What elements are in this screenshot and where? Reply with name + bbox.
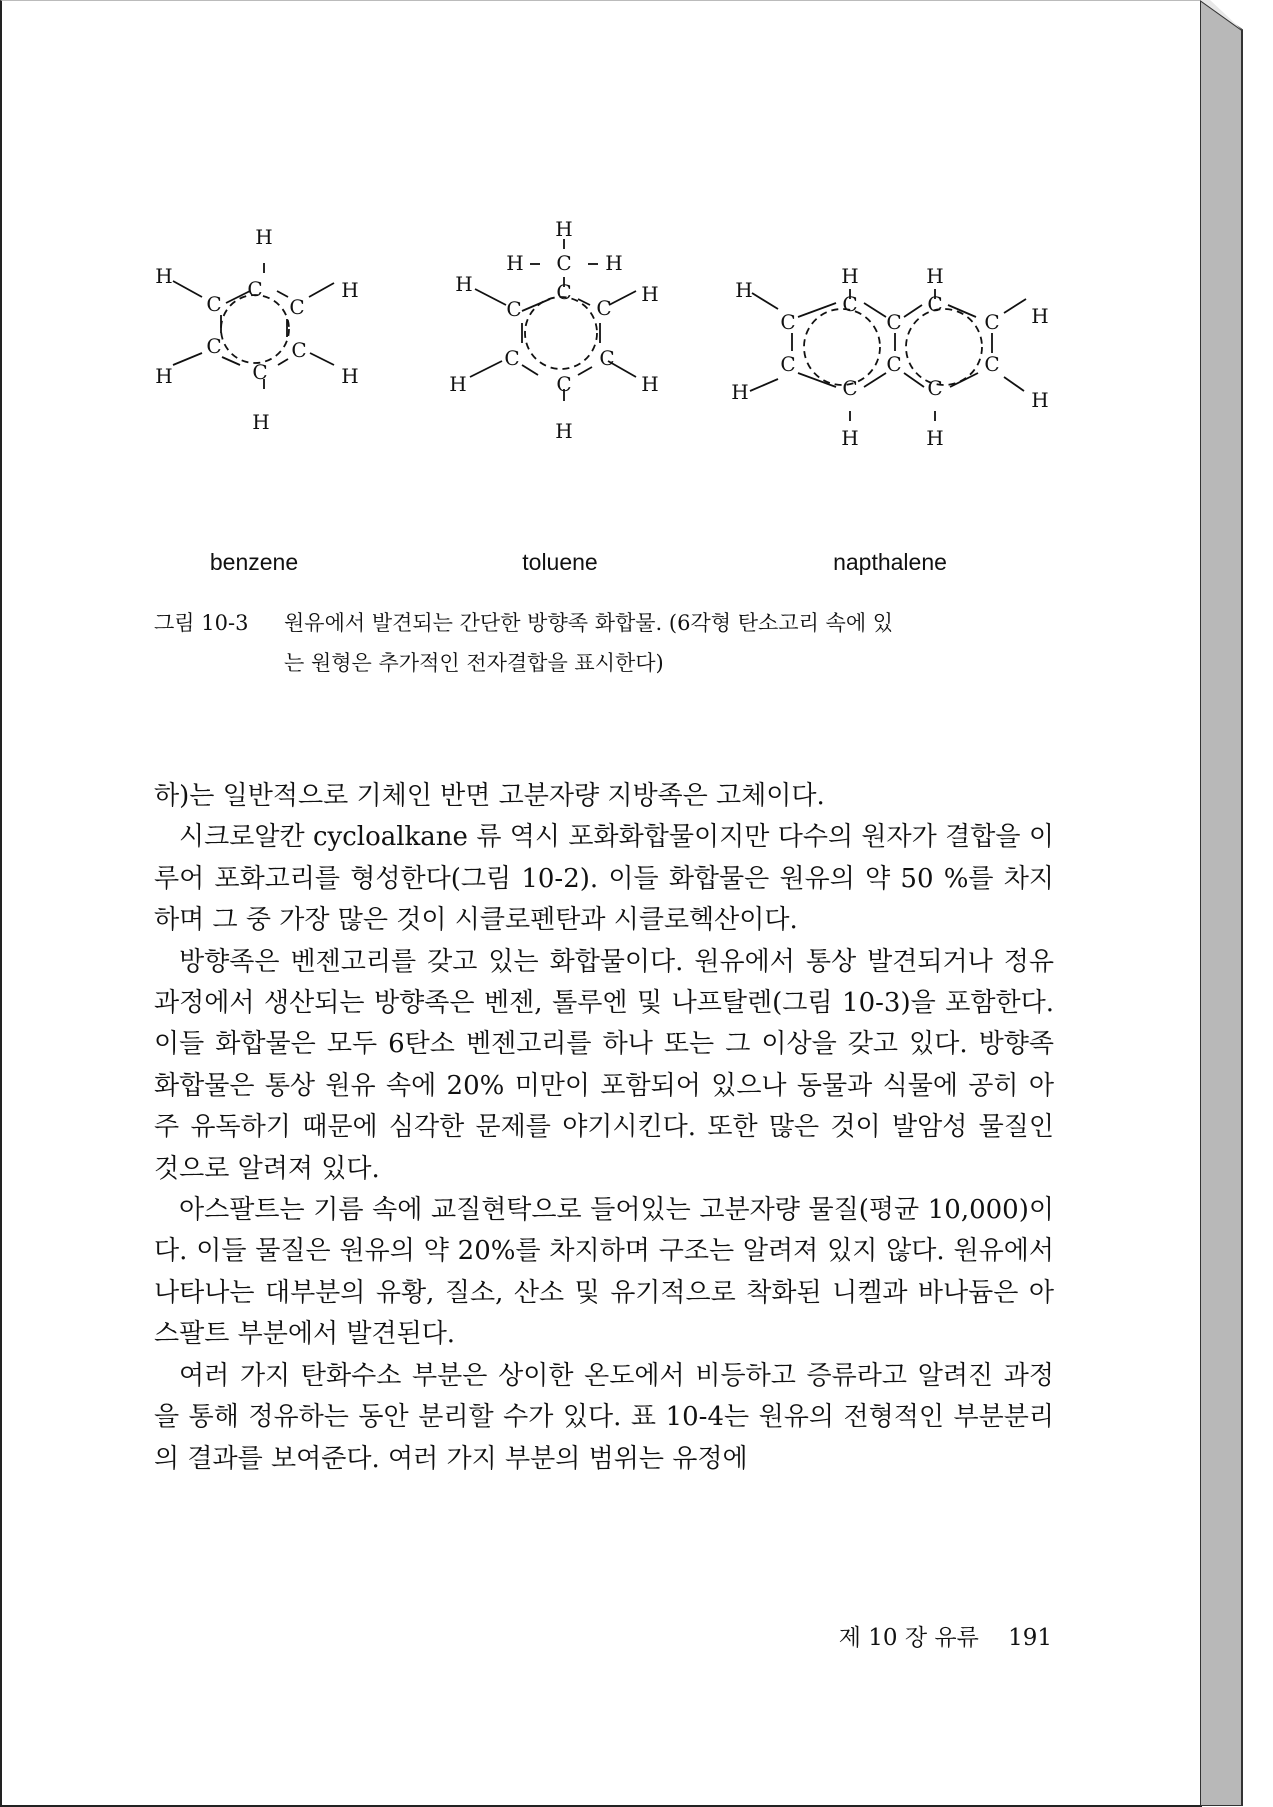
svg-text:H: H: [255, 225, 273, 249]
caption-number: 그림 10-3: [154, 611, 249, 635]
paragraph: 아스팔트는 기름 속에 교질현탁으로 들어있는 고분자량 물질(평균 10,000)이다. 이들 물질은 원유의 약 20%를 차지하며 구조는 알려져 있지 않다. 원유에서 나타나는 대부분의 유황, 질소, 산소 및 유기적으로 착화된 니켈과 바나듐은 아스팔트 부분에서 발견된다.: [154, 1195, 1054, 1350]
svg-text:C: C: [247, 277, 263, 301]
svg-text:C: C: [206, 292, 222, 316]
svg-text:H: H: [449, 372, 467, 396]
svg-text:C: C: [886, 352, 902, 376]
svg-text:C: C: [506, 297, 522, 321]
caption-line-1: 원유에서 발견되는 간단한 방향족 화합물. (6각형 탄소고리 속에 있: [284, 611, 894, 635]
svg-text:C: C: [886, 310, 902, 334]
svg-text:H: H: [455, 272, 473, 296]
svg-text:C: C: [206, 334, 222, 358]
paragraph: 하)는 일반적으로 기체인 반면 고분자량 지방족은 고체이다.: [154, 781, 825, 811]
svg-text:H: H: [841, 426, 859, 450]
page-stack-edge: [1200, 0, 1273, 1806]
svg-text:H: H: [1031, 388, 1049, 412]
svg-text:C: C: [927, 292, 943, 316]
svg-text:C: C: [252, 360, 268, 384]
paragraph: 여러 가지 탄화수소 부분은 상이한 온도에서 비등하고 증류라고 알려진 과정을 통해 정유하는 동안 분리할 수가 있다. 표 10-4는 원유의 전형적인 부분분리의 결과를 보여준다. 여러 가지 부분의 범위는 유정에: [154, 1360, 1054, 1474]
figure-caption: [154, 603, 1054, 683]
svg-text:C: C: [842, 292, 858, 316]
page-footer: [802, 1619, 1052, 1652]
chapter-title: 제 10 장 유류: [838, 1625, 979, 1651]
svg-text:C: C: [984, 310, 1000, 334]
svg-text:H: H: [341, 364, 359, 388]
svg-text:H: H: [555, 219, 573, 241]
svg-text:C: C: [291, 338, 307, 362]
paragraph: 방향족은 벤젠고리를 갖고 있는 화합물이다. 원유에서 통상 발견되거나 정유과정에서 생산되는 방향족은 벤젠, 톨루엔 및 나프탈렌(그림 10-3)을 포함한다. 이들 화합물은 모두 6탄소 벤젠고리를 하나 또는 그 이상을 갖고 있다. 방향족 화합물은 통상 원유 속에 20% 미만이 포함되어 있으나 동물과 식물에 공히 아주 유독하기 때문에 심각한 문제를 야기시킨다. 또한 많은 것이 발암성 물질인 것으로 알려져 있다.: [154, 946, 1054, 1184]
svg-text:C: C: [504, 346, 520, 370]
svg-text:C: C: [556, 251, 572, 275]
svg-text:H: H: [155, 264, 173, 288]
svg-text:C: C: [842, 376, 858, 400]
svg-text:H: H: [506, 251, 524, 275]
svg-text:H: H: [341, 278, 359, 302]
svg-text:C: C: [984, 352, 1000, 376]
aromatic-structures-diagram: [142, 219, 1082, 549]
svg-text:H: H: [841, 264, 859, 288]
benzene-label: benzene: [209, 549, 299, 575]
figure-10-3: [142, 219, 1082, 589]
page-number: 191: [1008, 1625, 1052, 1651]
paragraph: 시크로알칸 cycloalkane 류 역시 포화화합물이지만 다수의 원자가 결합을 이루어 포화고리를 형성한다(그림 10-2). 이들 화합물은 원유의 약 50 %를 차지하며 그 중 가장 많은 것이 시클로펜탄과 시클로헥산이다.: [154, 822, 1054, 936]
svg-text:C: C: [927, 376, 943, 400]
svg-text:H: H: [735, 278, 753, 302]
svg-text:H: H: [641, 372, 659, 396]
svg-text:H: H: [641, 282, 659, 306]
caption-line-2: 는 원형은 추가적인 전자결합을 표시한다): [284, 651, 664, 675]
body-text: [154, 776, 1054, 1480]
svg-text:H: H: [155, 364, 173, 388]
svg-text:C: C: [596, 296, 612, 320]
svg-text:C: C: [556, 372, 572, 396]
svg-text:H: H: [1031, 304, 1049, 328]
svg-text:C: C: [780, 352, 796, 376]
svg-text:H: H: [252, 410, 270, 434]
svg-text:C: C: [780, 310, 796, 334]
toluene-label: toluene: [522, 549, 598, 575]
svg-text:H: H: [605, 251, 623, 275]
svg-text:C: C: [556, 280, 572, 304]
svg-text:H: H: [555, 419, 573, 443]
svg-text:C: C: [289, 295, 305, 319]
svg-text:H: H: [926, 264, 944, 288]
svg-text:H: H: [731, 380, 749, 404]
svg-text:C: C: [599, 346, 615, 370]
svg-text:H: H: [926, 426, 944, 450]
napthalene-label: napthalene: [833, 549, 947, 575]
